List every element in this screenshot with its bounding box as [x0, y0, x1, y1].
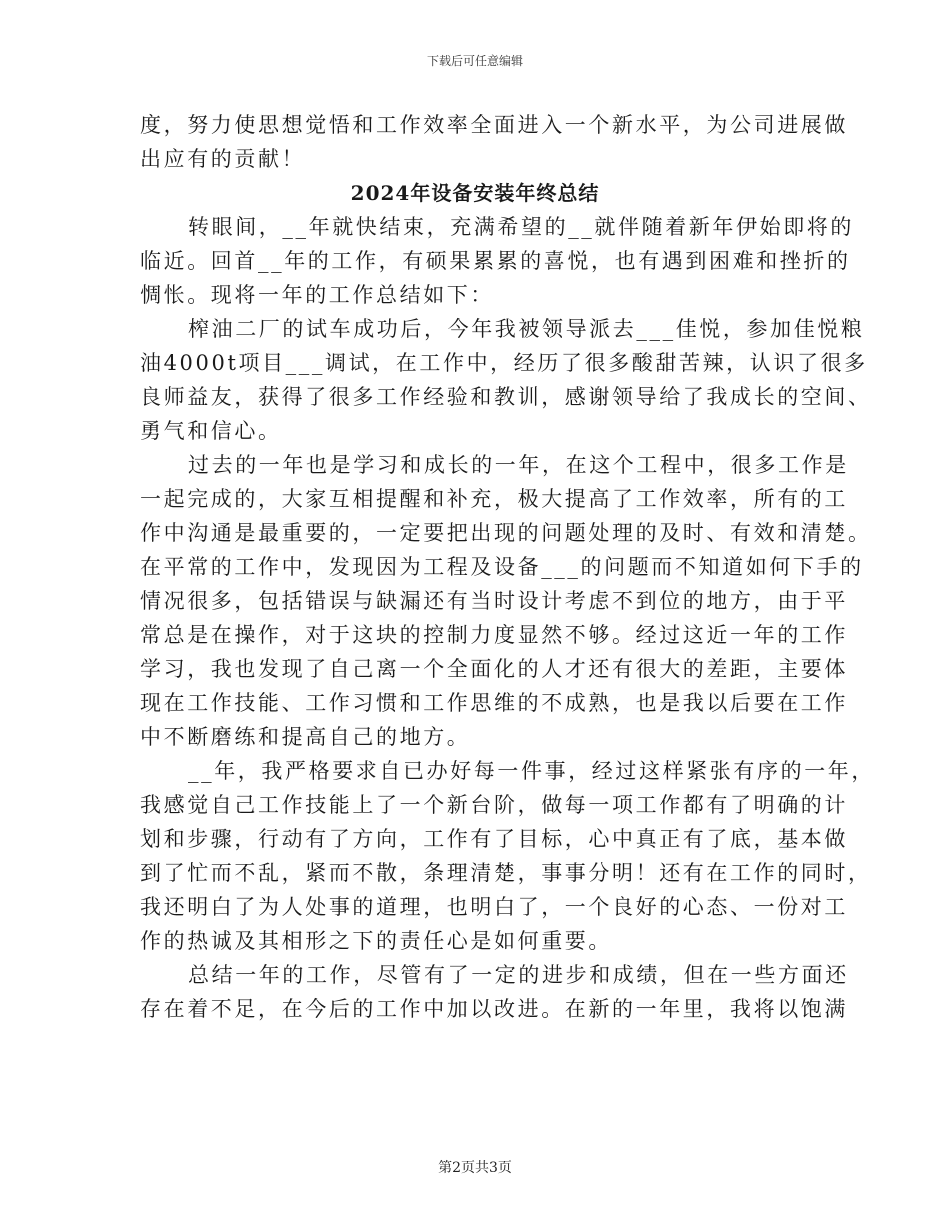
paragraph-line: 情况很多，包括错误与缺漏还有当时设计考虑不到位的地方，由于平 — [140, 589, 848, 613]
paragraph — [140, 312, 872, 448]
paragraph-line: 总结一年的工作，尽管有了一定的进步和成绩，但在一些方面还 — [188, 963, 849, 987]
paragraph — [140, 754, 875, 958]
paragraph-line: 到了忙而不乱，紧而不散，条理清楚，事事分明！还有在工作的同时， — [140, 861, 872, 885]
paragraph-line: 一起完成的，大家互相提醒和补充，极大提高了工作效率，所有的工 — [140, 487, 848, 511]
paragraph-line: 常总是在操作，对于这块的控制力度显然不够。经过这近一年的工作 — [140, 623, 848, 647]
paragraph — [140, 210, 854, 312]
paragraph-line: 转眼间，__年就快结束，充满希望的__就伴随着新年伊始即将的 — [188, 215, 854, 239]
paragraph-line: 存在着不足，在今后的工作中加以改进。在新的一年里，我将以饱满 — [140, 997, 848, 1021]
paragraph-line: 过去的一年也是学习和成长的一年，在这个工程中，很多工作是 — [188, 453, 849, 477]
paragraph-line: 现在工作技能、工作习惯和工作思维的不成熟，也是我以后要在工作 — [140, 691, 848, 715]
paragraph-line: 在平常的工作中，发现因为工程及设备___的问题而不知道如何下手的 — [140, 555, 864, 579]
paragraph-line: 中不断磨练和提高自己的地方。 — [140, 725, 471, 749]
paragraph-line: 榨油二厂的试车成功后，今年我被领导派去___佳悦，参加佳悦粮 — [188, 317, 865, 341]
paragraph-line: 划和步骤，行动有了方向，工作有了目标，心中真正有了底，基本做 — [140, 827, 848, 851]
page-footer: 第2页共3页 — [438, 1160, 512, 1176]
paragraph — [140, 448, 872, 754]
paragraph-line: 良师益友，获得了很多工作经验和教训，感谢领导给了我成长的空间、 — [140, 385, 872, 409]
paragraph-line: 我还明白了为人处事的道理，也明白了，一个良好的心态、一份对工 — [140, 895, 848, 919]
paragraph-line: 勇气和信心。 — [140, 419, 282, 443]
document-body — [140, 108, 875, 1026]
paragraph — [140, 958, 849, 1026]
paragraph-line: 惆怅。现将一年的工作总结如下： — [140, 283, 494, 307]
intro-line: 度，努力使思想觉悟和工作效率全面进入一个新水平，为公司进展做 — [140, 113, 848, 137]
paragraph-line: __年，我严格要求自已办好每一件事，经过这样紧张有序的一年， — [188, 759, 875, 783]
document-title: 2024年设备安装年终总结 — [350, 181, 600, 205]
intro-line: 出应有的贡献！ — [140, 147, 306, 171]
paragraph-line: 临近。回首__年的工作，有硕果累累的喜悦，也有遇到困难和挫折的 — [140, 249, 851, 273]
paragraph-line: 作中沟通是最重要的，一定要把出现的问题处理的及时、有效和清楚。 — [140, 521, 872, 545]
paragraph-line: 学习，我也发现了自己离一个全面化的人才还有很大的差距，主要体 — [140, 657, 848, 681]
page-header: 下载后可任意编辑 — [426, 54, 523, 68]
paragraph-line: 油4000t项目___调试，在工作中，经历了很多酸甜苦辣，认识了很多 — [140, 351, 868, 375]
paragraph-line: 我感觉自己工作技能上了一个新台阶，做每一项工作都有了明确的计 — [140, 793, 848, 817]
paragraph-line: 作的热诚及其相形之下的责任心是如何重要。 — [140, 929, 612, 953]
